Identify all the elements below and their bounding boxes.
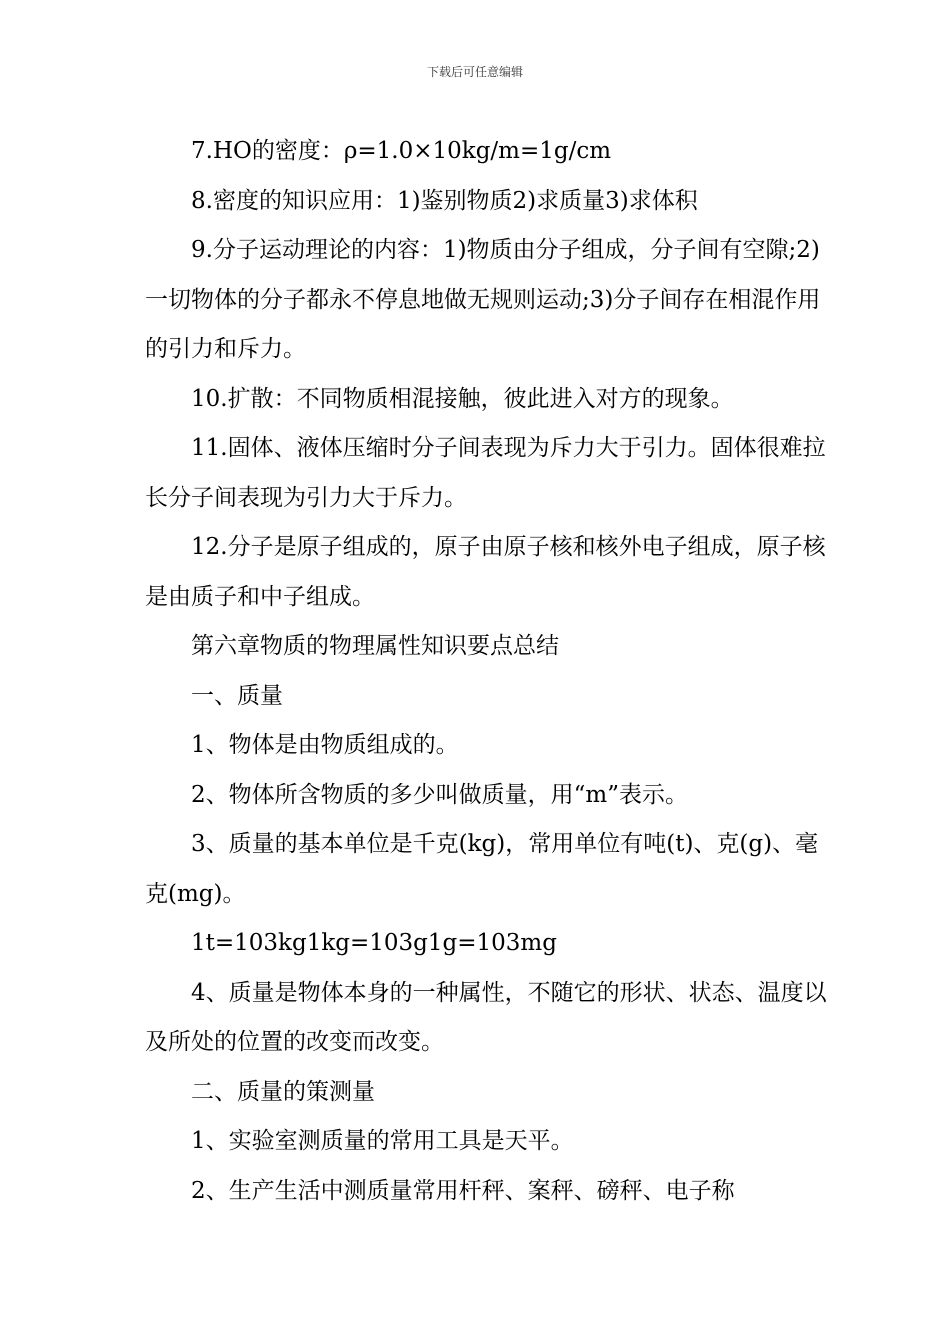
list-item: 2、生产生活中测质量常用杆秤、案秤、磅秤、电子称 <box>191 1177 735 1204</box>
unit-conversion: 1t=103kg1kg=103g1g=103mg <box>191 930 557 956</box>
list-item: 2、物体所含物质的多少叫做质量，用“m”表示。 <box>191 781 688 808</box>
paragraph-molecular-forces: 11.固体、液体压缩时分子间表现为斥力大于引力。固体很难拉长分子间表现为引力大于斥力。 <box>145 435 826 511</box>
chapter-heading: 第六章物质的物理属性知识要点总结 <box>191 633 559 659</box>
list-item: 4、质量是物体本身的一种属性，不随它的形状、状态、温度以及所处的位置的改变而改变。 <box>145 979 827 1055</box>
paragraph-diffusion: 10.扩散：不同物质相混接触，彼此进入对方的现象。 <box>191 385 734 412</box>
page-header: 下载后可任意编辑 <box>426 65 523 79</box>
list-item: 1、物体是由物质组成的。 <box>191 732 459 758</box>
paragraph-molecular-theory: 9.分子运动理论的内容：1)物质由分子组成，分子间有空隙;2)一切物体的分子都永不停息地做无规则运动;3)分子间存在相混作用的引力和斥力。 <box>145 237 821 362</box>
list-item: 3、质量的基本单位是千克(kg)，常用单位有吨(t)、克(g)、毫克(mg)。 <box>145 831 819 907</box>
document-body <box>145 127 830 1216</box>
section-heading-measurement: 二、质量的策测量 <box>191 1078 375 1105</box>
paragraph-density-applications: 8.密度的知识应用：1)鉴别物质2)求质量3)求体积 <box>191 187 698 214</box>
section-heading-mass: 一、质量 <box>191 682 283 709</box>
paragraph-water-density: 7.HO的密度：ρ=1.0×10kg/m=1g/cm <box>191 138 612 164</box>
paragraph-atomic-structure: 12.分子是原子组成的，原子由原子核和核外电子组成，原子核是由质子和中子组成。 <box>145 534 826 610</box>
list-item: 1、实验室测质量的常用工具是天平。 <box>191 1128 574 1154</box>
